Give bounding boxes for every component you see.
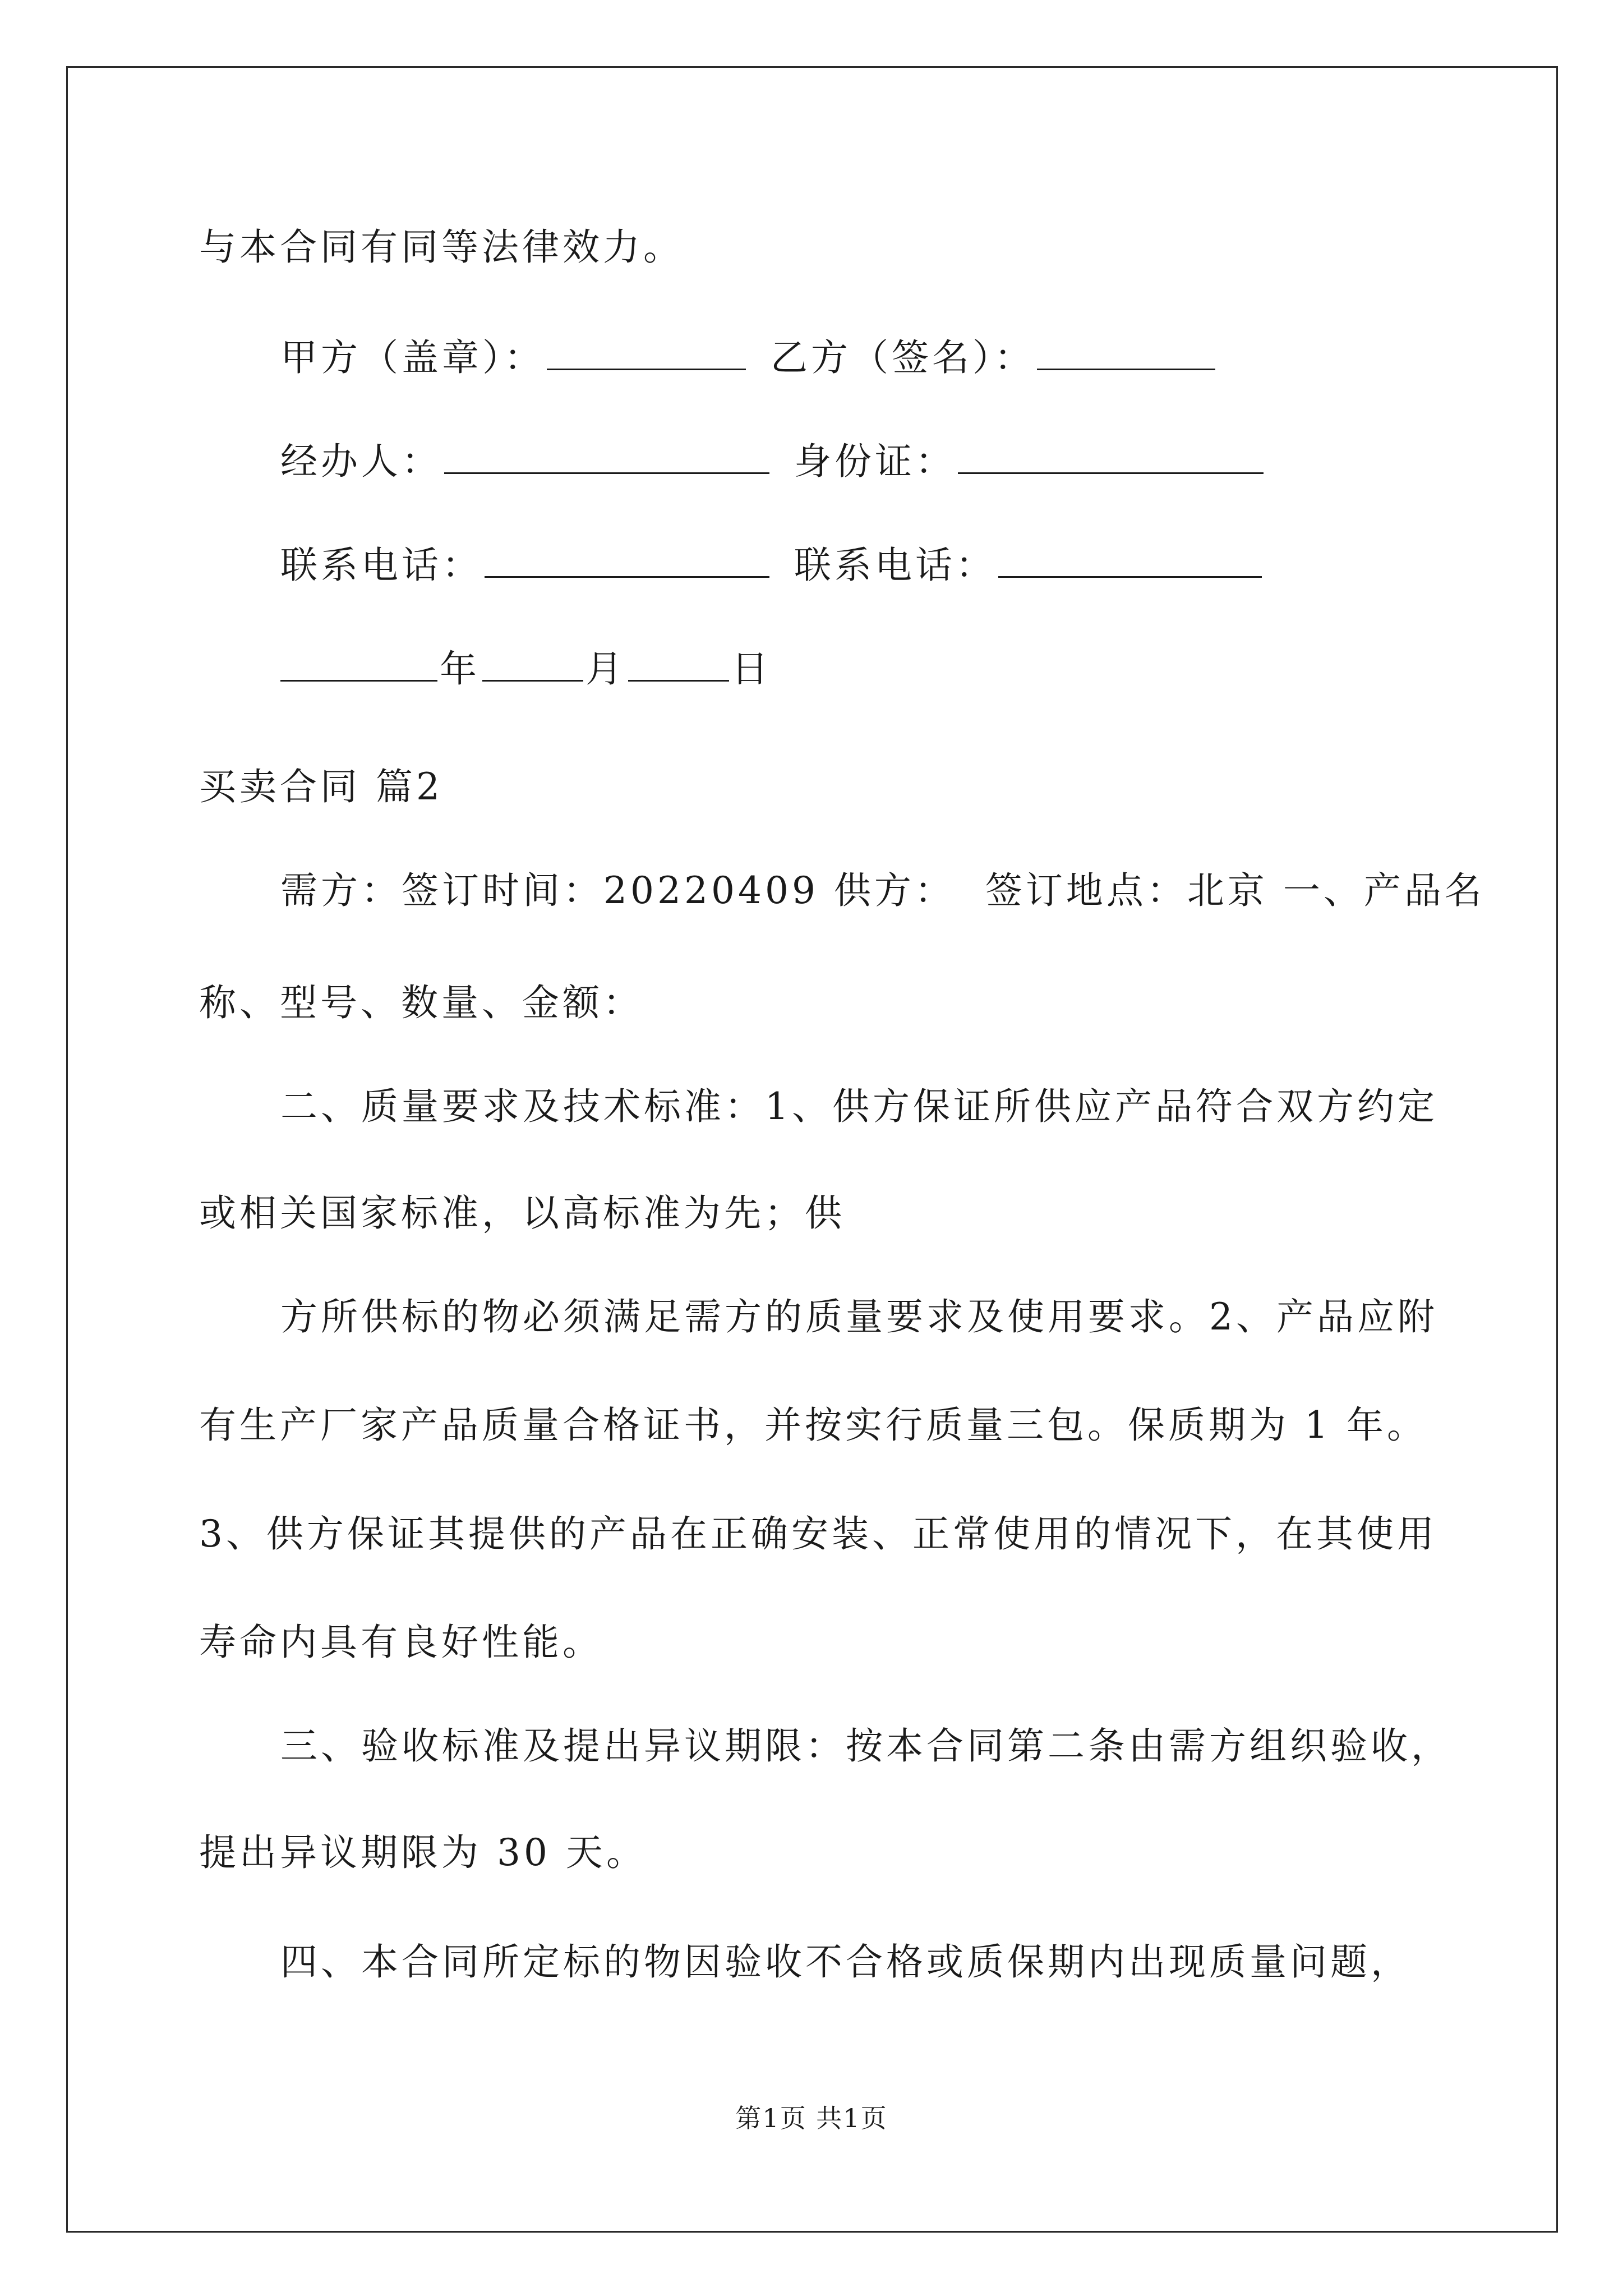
paragraph-line: 称、型号、数量、金额：	[199, 981, 643, 1024]
year-label: 年	[440, 647, 480, 691]
day-blank	[628, 646, 729, 682]
phone-b-blank	[998, 542, 1262, 578]
paragraph-line: 四、本合同所定标的物因验收不合格或质保期内出现质量问题，	[280, 1940, 1411, 1984]
party-b-blank	[1037, 335, 1215, 370]
phone-label-a: 联系电话：	[280, 544, 482, 587]
page-number-footer: 第1页 共1页	[735, 2103, 888, 2133]
phone-a-blank	[485, 542, 769, 578]
signature-row-date	[280, 646, 772, 691]
section-heading: 买卖合同 篇2	[199, 765, 443, 808]
phone-label-b: 联系电话：	[794, 544, 996, 587]
paragraph-line: 与本合同有同等法律效力。	[199, 226, 684, 269]
paragraph-line: 三、验收标准及提出异议期限：按本合同第二条由需方组织验收，	[280, 1724, 1451, 1768]
paragraph-line: 或相关国家标准，以高标准为先；供	[199, 1191, 845, 1235]
paragraph-line: 有生产厂家产品质量合格证书，并按实行质量三包。保质期为 1 年。	[199, 1404, 1427, 1447]
paragraph-line: 3、供方保证其提供的产品在正确安装、正常使用的情况下，在其使用	[199, 1512, 1437, 1556]
page-border	[66, 66, 1558, 2233]
id-label: 身份证：	[794, 440, 956, 483]
agent-label: 经办人：	[280, 440, 442, 483]
party-a-label: 甲方（盖章）：	[280, 336, 545, 379]
month-label: 月	[585, 647, 626, 691]
year-blank	[280, 646, 437, 682]
paragraph-line: 二、质量要求及技术标准：1、供方保证所供应产品符合双方约定	[280, 1085, 1438, 1128]
signature-row-phone	[280, 542, 1264, 587]
paragraph-line: 需方：签订时间：20220409 供方： 签订地点：北京 一、产品名	[280, 869, 1485, 912]
paragraph-line: 寿命内具有良好性能。	[199, 1621, 603, 1664]
paragraph-line: 方所供标的物必须满足需方的质量要求及使用要求。2、产品应附	[280, 1295, 1438, 1338]
day-label: 日	[731, 647, 772, 691]
party-a-blank	[547, 335, 746, 370]
paragraph-line: 提出异议期限为 30 天。	[199, 1831, 647, 1874]
signature-row-agent	[280, 439, 1266, 483]
month-blank	[482, 646, 583, 682]
agent-blank	[444, 439, 769, 474]
party-b-label: 乙方（签名）：	[771, 336, 1035, 379]
id-blank	[958, 439, 1264, 474]
signature-row-parties	[280, 335, 1218, 379]
